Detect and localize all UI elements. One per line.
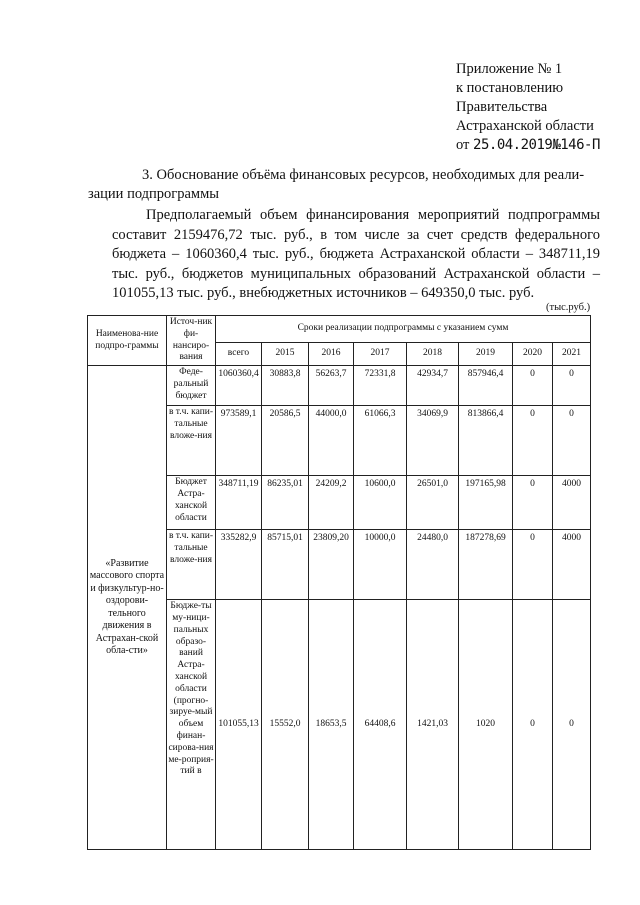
appendix-line-1: Приложение № 1: [456, 61, 563, 77]
value-cell: 10600,0: [354, 476, 407, 530]
value-cell: 0: [513, 600, 553, 850]
header-2017: 2017: [354, 343, 407, 366]
value-cell: 1421,03: [407, 600, 459, 850]
table-header-row: [88, 316, 591, 343]
section-title: [88, 166, 605, 204]
value-cell: 86235,01: [262, 476, 309, 530]
resolution-number: №146-П: [552, 137, 600, 153]
header-2020: 2020: [513, 343, 553, 366]
program-name-cell: «Развитие массового спорта и физкультур-но-оздорови-тельного движения в Астрахан-ской обла-сти»: [88, 366, 167, 850]
value-cell: 26501,0: [407, 476, 459, 530]
header-terms: Сроки реализации подпрограммы с указанием сумм: [216, 316, 591, 343]
value-cell: 61066,3: [354, 406, 407, 476]
value-cell: 813866,4: [459, 406, 513, 476]
value-cell: 23809,20: [309, 530, 354, 600]
value-cell: 85715,01: [262, 530, 309, 600]
value-cell: 197165,98: [459, 476, 513, 530]
value-cell: 973589,1: [216, 406, 262, 476]
value-cell: 34069,9: [407, 406, 459, 476]
header-2021: 2021: [553, 343, 591, 366]
value-cell: 1060360,4: [216, 366, 262, 406]
value-cell: 24480,0: [407, 530, 459, 600]
value-cell: 335282,9: [216, 530, 262, 600]
appendix-header: [456, 60, 626, 155]
source-cell: Бюджет Астра-ханской области: [167, 476, 216, 530]
value-cell: 24209,2: [309, 476, 354, 530]
source-cell: Бюдже-ты му-ници-пальных образо-ваний Астра-ханской области (прогно-зируе-мый объем финан-сирова-ния ме-роприя-тий в: [167, 600, 216, 850]
value-cell: 72331,8: [354, 366, 407, 406]
table-row: [88, 366, 591, 406]
header-2018: 2018: [407, 343, 459, 366]
section-title-line-1: 3. Обоснование объёма финансовых ресурсов, необходимых для реали-: [142, 167, 585, 183]
section-title-line-2: зации подпрограммы: [88, 186, 220, 202]
value-cell: 187278,69: [459, 530, 513, 600]
value-cell: 0: [553, 366, 591, 406]
value-cell: 857946,4: [459, 366, 513, 406]
financing-table: [87, 315, 591, 850]
financing-paragraph: Предполагаемый объем финансирования мероприятий подпрограммы составит 2159476,72 тыс. руб., в том числе за счет средств федерального бюджета – 1060360,4 тыс. руб., бюджета Астраханской области – 348711,19 тыс. руб., бюджетов муниципальных образований Астраханской области – 101055,13 тыс. руб., внебюджетных источников – 649350,0 тыс. руб.: [112, 207, 600, 301]
header-program-name: Наименова-ние подпро-граммы: [88, 316, 167, 366]
value-cell: 0: [553, 600, 591, 850]
value-cell: 348711,19: [216, 476, 262, 530]
source-cell: Феде-ральный бюджет: [167, 366, 216, 406]
value-cell: 0: [553, 406, 591, 476]
units-label: (тыс.руб.): [546, 302, 591, 313]
value-cell: 64408,6: [354, 600, 407, 850]
header-total: всего: [216, 343, 262, 366]
header-2019: 2019: [459, 343, 513, 366]
header-source: Источ-ник фи-нансиро-вания: [167, 316, 216, 366]
value-cell: 30883,8: [262, 366, 309, 406]
value-cell: 10000,0: [354, 530, 407, 600]
source-cell: в т.ч. капи-тальные вложе-ния: [167, 530, 216, 600]
value-cell: 0: [513, 530, 553, 600]
value-cell: 42934,7: [407, 366, 459, 406]
header-2015: 2015: [262, 343, 309, 366]
value-cell: 15552,0: [262, 600, 309, 850]
value-cell: 101055,13: [216, 600, 262, 850]
appendix-line-4: Астраханской области: [456, 118, 594, 134]
source-cell: в т.ч. капи-тальные вложе-ния: [167, 406, 216, 476]
date-prefix: от: [456, 137, 470, 153]
value-cell: 20586,5: [262, 406, 309, 476]
resolution-date: 25.04.2019: [473, 137, 553, 153]
value-cell: 1020: [459, 600, 513, 850]
appendix-line-3: Правительства: [456, 99, 548, 115]
value-cell: 4000: [553, 530, 591, 600]
appendix-date-line: [456, 136, 626, 155]
value-cell: 0: [513, 406, 553, 476]
value-cell: 56263,7: [309, 366, 354, 406]
value-cell: 4000: [553, 476, 591, 530]
header-2016: 2016: [309, 343, 354, 366]
value-cell: 44000,0: [309, 406, 354, 476]
appendix-line-2: к постановлению: [456, 80, 564, 96]
value-cell: 18653,5: [309, 600, 354, 850]
value-cell: 0: [513, 476, 553, 530]
value-cell: 0: [513, 366, 553, 406]
